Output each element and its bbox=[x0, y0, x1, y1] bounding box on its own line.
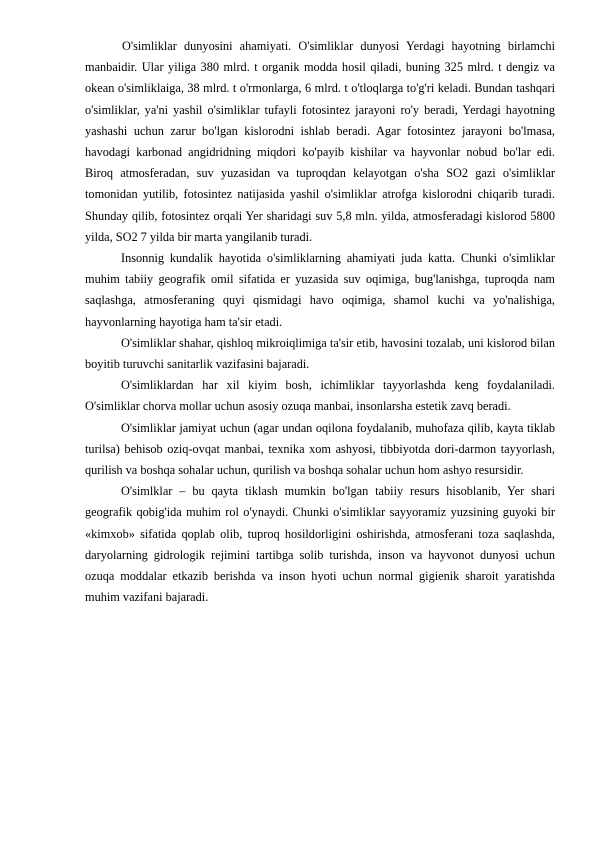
document-body bbox=[85, 36, 555, 608]
paragraph-renewable-resource: O'simlklar – bu qayta tiklash mumkin bo'lgan tabiiy resurs hisoblanib, Yer shari geografik qobig'ida muhim rol o'ynaydi. Chunki o'simliklar sayyoramiz yuzsining guyoki bir «kimxob» sifatida qoplab olib, tuproq hosildorligini oshirishda, atmosferani toza saqlashda, daryolarning gidrologik rejimini tartibga solib turishda, inson va hayvonot dunyosi uchun ozuqa moddalar etkazib berishda va inson hyoti uchun normal gigienik sharoit yaratishda muhim vazifani bajaradi. bbox=[85, 484, 555, 605]
paragraph-daily-life-importance: Insonnig kundalik hayotida o'simliklarning ahamiyati juda katta. Chunki o'simliklar muhim tabiiy geografik omil sifatida er yuzasida suv oqimiga, bug'lanishga, tuproqda nam saqlashga, atmosferaning quyi qismidagi havo oqimiga, shamol kuchi va yo'nalishiga, hayvonlarning hayotiga ham ta'sir etadi. bbox=[85, 251, 555, 329]
paragraph-importance-of-plant-world: O'simliklar dunyosini ahamiyati. O'simliklar dunyosi Yerdagi hayotning birlamchi manbaidir. Ular yiliga 380 mlrd. t organik modda hosil qiladi, buning 325 mlrd. t dengiz va okean o'simliklaiga, 38 mlrd. t o'rmonlarga, 6 mlrd. t o'tloqlarga to'g'ri keladi. Bundan tashqari o'simliklar, ya'ni yashil o'simliklar tufayli fotosintez jarayoni ro'y beradi, Yerdagi hayotning yashashi uchun zarur bo'lgan kislorodni ishlab beradi. Agar fotosintez jarayoni bo'lmasa, havodagi karbonad angidridning miqdori ko'payib kishilar va hayvonlar nobud bo'lar edi. Biroq atmosferadan, suv yuzasidan va tuproqdan kelayotgan o'sha SO2 gazi o'simliklar tomonidan yutilib, fotosintez natijasida yashil o'simliklar atrofga kislorodni chiqarib turadi. Shunday qilib, fotosintez orqali Yer sharidagi suv 5,8 mln. yilda, atmosferadagi kislorod 5800 yilda, SO2 7 yilda bir marta yangilanib turadi. bbox=[85, 39, 555, 244]
paragraph-uses-of-plants: O'simliklardan har xil kiyim bosh, ichimliklar tayyorlashda keng foydalaniladi. O'simliklar chorva mollar uchun asosiy ozuqa manbai, insonlarsha estetik zavq beradi. bbox=[85, 378, 555, 414]
paragraph-resource-for-society: O'simliklar jamiyat uchun (agar undan oqilona foydalanib, muhofaza qilib, kayta tiklab turilsa) behisob oziq-ovqat manbai, texnika xom ashyosi, tibbiyotda dori-darmon tayyorlash, qurilish va boshqa sohalar uchun, qurilish va boshqa sohalar uchun hom ashyo resursidir. bbox=[85, 420, 555, 478]
paragraph-sanitary-function: O'simliklar shahar, qishloq mikroiqlimiga ta'sir etib, havosini tozalab, uni kislorod bilan boyitib turuvchi sanitarlik vazifasini bajaradi. bbox=[85, 335, 555, 372]
